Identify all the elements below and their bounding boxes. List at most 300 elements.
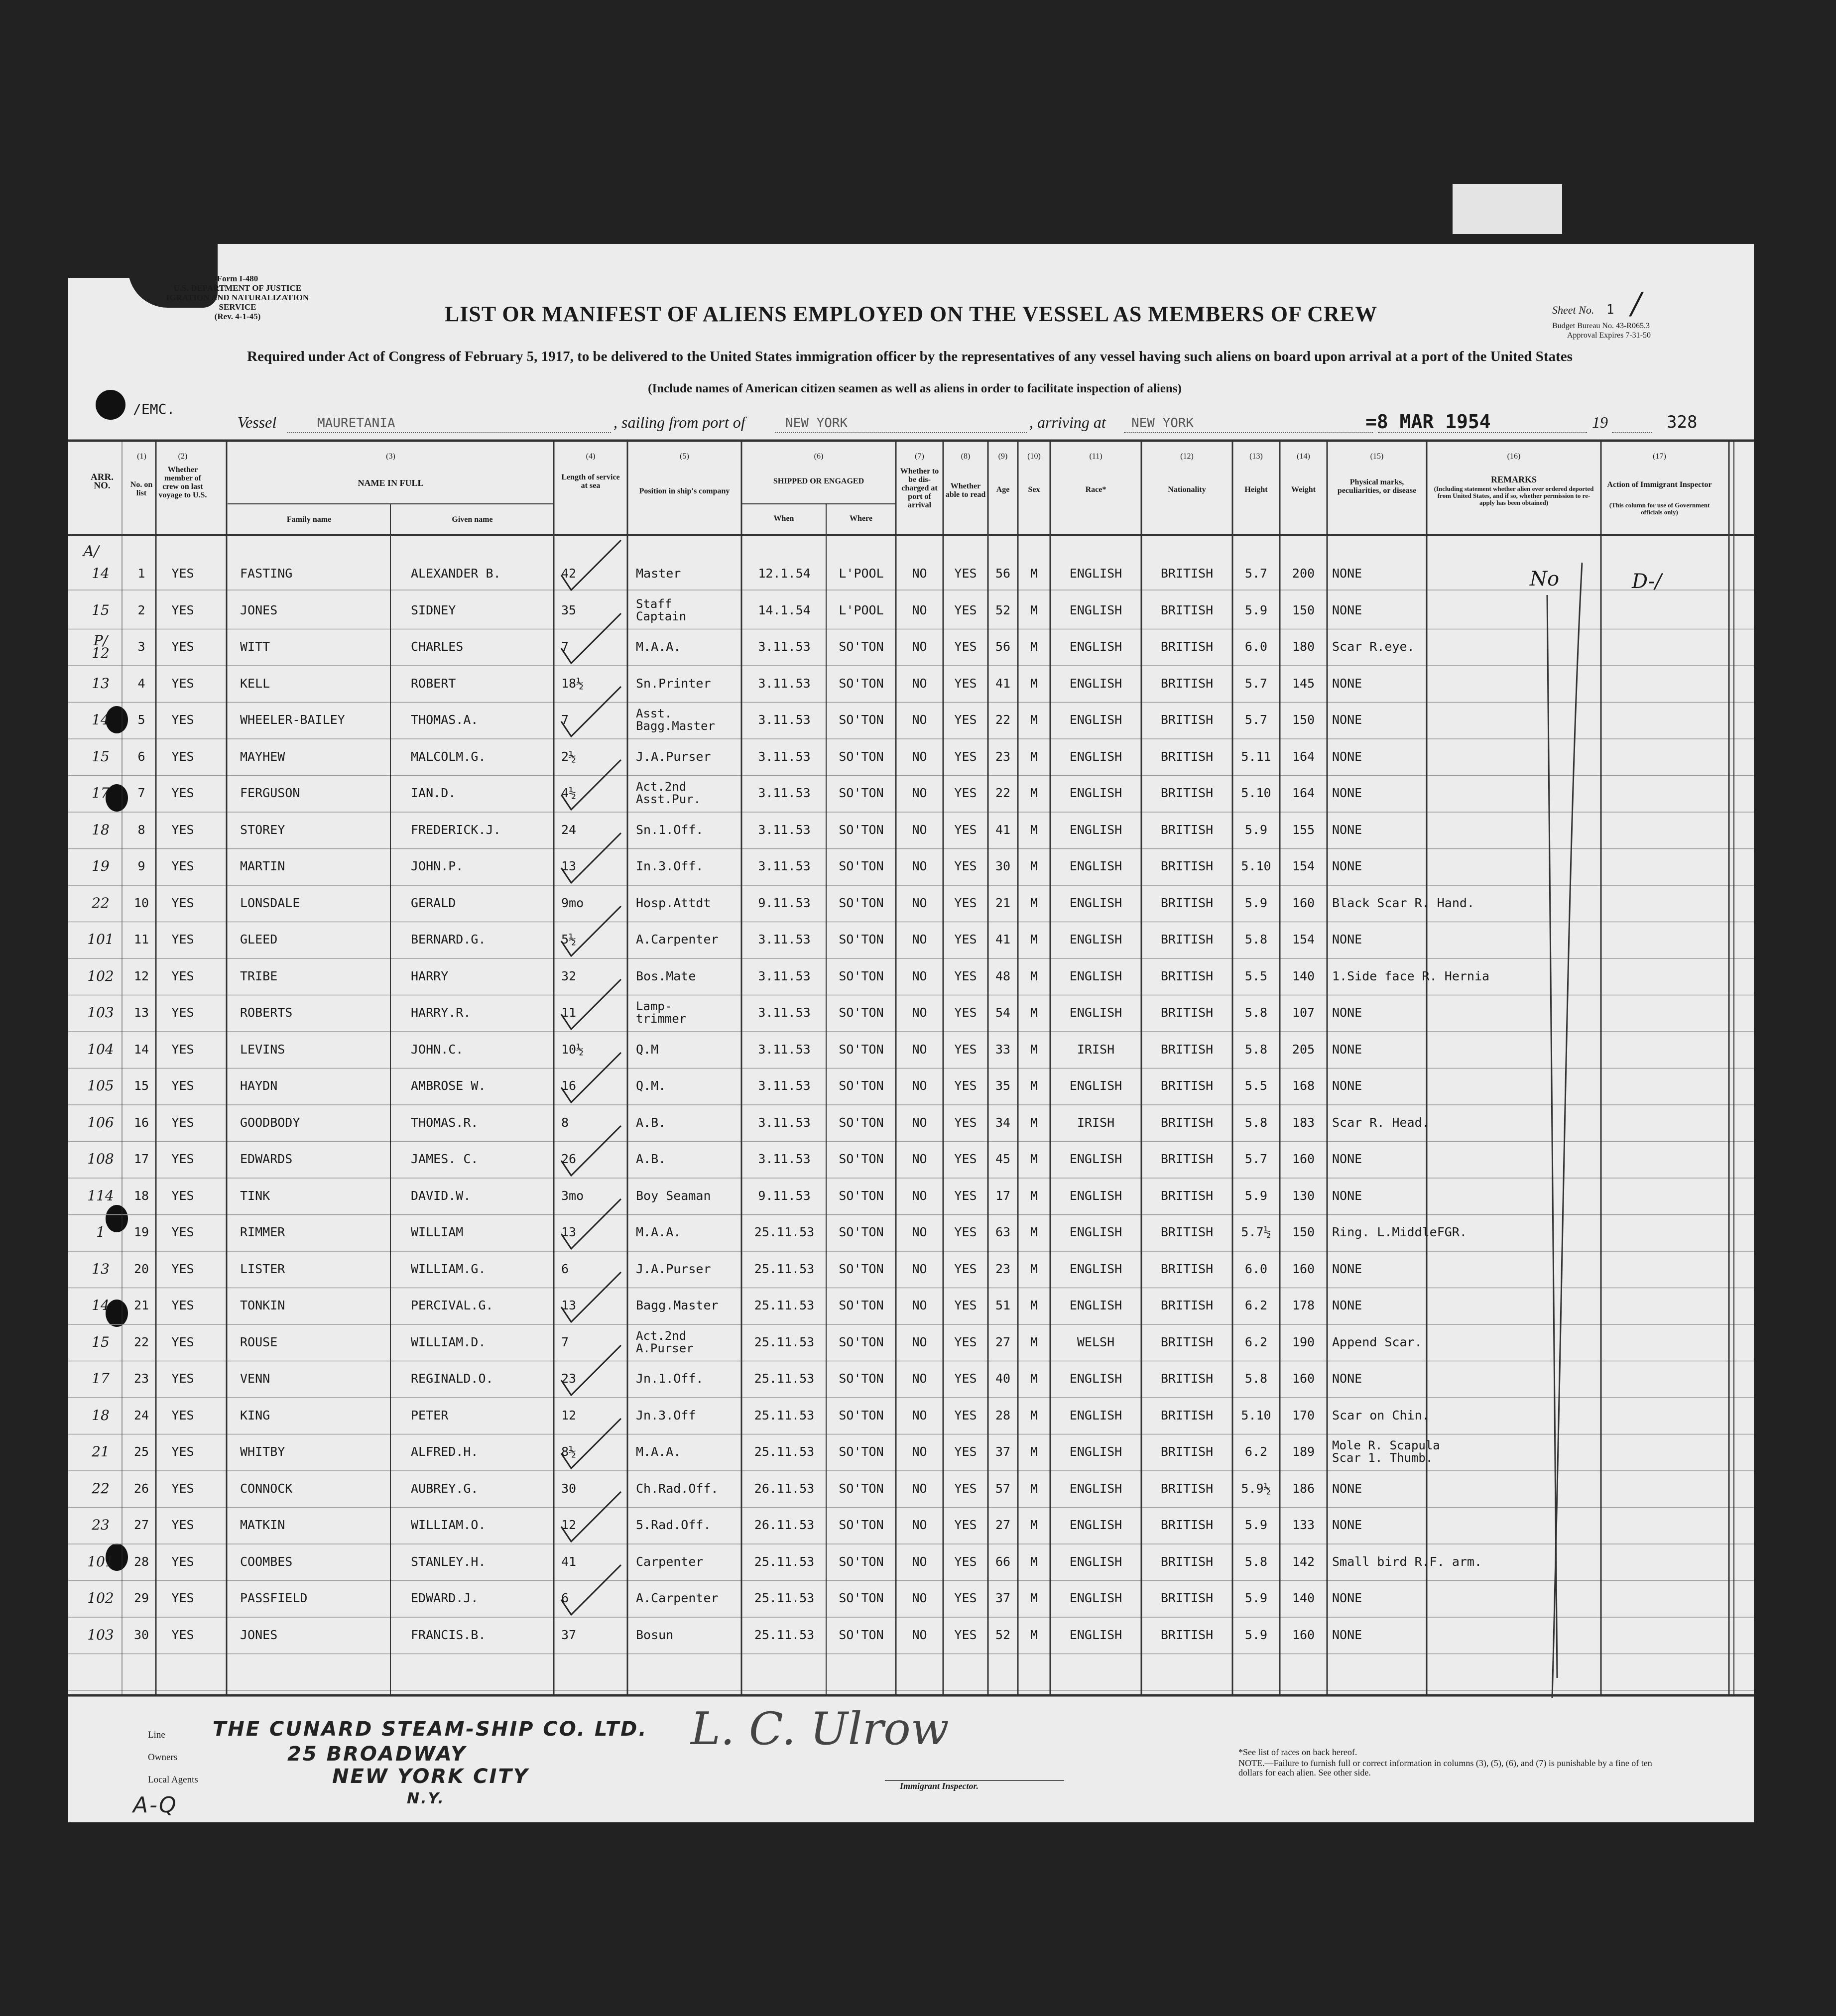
- cell-able-to-read: YES: [954, 895, 977, 910]
- cell-arr-no: 106: [87, 1114, 114, 1131]
- cell-crew-last-voyage: YES: [171, 822, 194, 837]
- cell-race: ENGLISH: [1069, 895, 1122, 910]
- cell-position: Ch.Rad.Off.: [636, 1481, 719, 1496]
- cell-arr-no: 101: [87, 931, 114, 948]
- cell-race: ENGLISH: [1069, 1444, 1122, 1459]
- cell-race: ENGLISH: [1069, 1078, 1122, 1093]
- cell-sex: M: [1030, 1334, 1038, 1349]
- cell-list-no: 30: [133, 1627, 149, 1642]
- cell-list-no: 29: [133, 1591, 149, 1605]
- cell-position: M.A.A.: [636, 1444, 681, 1459]
- cell-age: 34: [995, 1115, 1011, 1130]
- cell-length-of-service: 10½: [561, 1042, 584, 1057]
- cell-height: 6.2: [1244, 1298, 1268, 1312]
- col5-number: (5): [680, 452, 689, 461]
- cell-sex: M: [1030, 566, 1038, 581]
- cell-nationality: BRITISH: [1160, 602, 1214, 617]
- cell-list-no: 16: [133, 1115, 149, 1130]
- table-row: [68, 963, 1754, 999]
- cell-sex: M: [1030, 1152, 1038, 1166]
- col17-number: (17): [1653, 452, 1666, 461]
- cell-able-to-read: YES: [954, 749, 977, 764]
- cell-weight: 200: [1292, 566, 1315, 581]
- form-title: LIST OR MANIFEST OF ALIENS EMPLOYED ON THE VESSEL AS MEMBERS OF CREW: [444, 302, 1378, 326]
- cell-given-name: ROBERT: [411, 676, 456, 691]
- cell-physical-marks: NONE: [1332, 602, 1362, 617]
- form-number: Form I-480: [217, 274, 258, 283]
- cell-nationality: BRITISH: [1160, 566, 1214, 581]
- cell-shipped-where: SO'TON: [839, 749, 884, 764]
- cell-length-of-service: 5½: [561, 932, 577, 947]
- cell-shipped-when: 25.11.53: [754, 1225, 815, 1239]
- cell-height: 5.9: [1244, 1591, 1268, 1605]
- cell-given-name: PETER: [411, 1408, 449, 1423]
- cell-weight: 154: [1292, 932, 1315, 947]
- col-shipped-or-engaged: SHIPPED OR ENGAGED: [773, 477, 864, 485]
- cell-weight: 160: [1292, 1261, 1315, 1276]
- year-label: 19: [1592, 413, 1608, 431]
- cell-sex: M: [1030, 786, 1038, 800]
- cell-list-no: 24: [133, 1408, 149, 1423]
- cell-discharged: NO: [912, 1627, 927, 1642]
- cell-height: 5.5: [1244, 1078, 1268, 1093]
- cell-race: ENGLISH: [1069, 639, 1122, 654]
- cell-sex: M: [1030, 676, 1038, 691]
- cell-nationality: BRITISH: [1160, 1261, 1214, 1276]
- cell-nationality: BRITISH: [1160, 1188, 1214, 1203]
- cell-race: ENGLISH: [1069, 566, 1122, 581]
- cell-family-name: FERGUSON: [240, 786, 300, 800]
- cell-weight: 160: [1292, 1152, 1315, 1166]
- cell-list-no: 13: [133, 1005, 149, 1020]
- manifest-number: 328: [1667, 412, 1698, 432]
- cell-age: 22: [995, 712, 1011, 727]
- cell-age: 41: [995, 822, 1011, 837]
- cell-arr-no: 15: [92, 748, 110, 765]
- cell-family-name: TINK: [240, 1188, 270, 1203]
- cell-height: 5.7: [1244, 1152, 1268, 1166]
- cell-nationality: BRITISH: [1160, 1152, 1214, 1166]
- cell-list-no: 7: [137, 786, 145, 800]
- cell-position: In.3.Off.: [636, 859, 704, 873]
- cell-shipped-when: 25.11.53: [754, 1591, 815, 1605]
- vessel-name: MAURETANIA: [317, 416, 395, 431]
- cell-able-to-read: YES: [954, 566, 977, 581]
- cell-length-of-service: 7: [561, 1334, 569, 1349]
- cell-able-to-read: YES: [954, 786, 977, 800]
- cell-family-name: CONNOCK: [240, 1481, 293, 1496]
- cell-sex: M: [1030, 1115, 1038, 1130]
- table-row: [68, 1622, 1754, 1658]
- footer-line-label: Line: [148, 1730, 165, 1740]
- cell-age: 41: [995, 932, 1011, 947]
- cell-shipped-where: SO'TON: [839, 822, 884, 837]
- cell-list-no: 4: [137, 676, 145, 691]
- cell-physical-marks: Scar on Chin.: [1332, 1408, 1430, 1423]
- cell-discharged: NO: [912, 968, 927, 983]
- cell-age: 41: [995, 676, 1011, 691]
- col-age: Age: [996, 485, 1010, 494]
- cell-discharged: NO: [912, 822, 927, 837]
- cell-arr-no: 13: [92, 1260, 110, 1277]
- table-row: [68, 1548, 1754, 1585]
- cell-family-name: JONES: [240, 1627, 278, 1642]
- cell-age: 56: [995, 639, 1011, 654]
- cell-discharged: NO: [912, 712, 927, 727]
- cell-physical-marks: NONE: [1332, 712, 1362, 727]
- cell-physical-marks: NONE: [1332, 1627, 1362, 1642]
- cell-arr-no: 103: [87, 1004, 114, 1021]
- cell-age: 63: [995, 1225, 1011, 1239]
- cell-arr-no: P/ 12: [92, 632, 110, 661]
- cell-discharged: NO: [912, 676, 927, 691]
- cell-able-to-read: YES: [954, 1225, 977, 1239]
- cell-physical-marks: Scar R. Head.: [1332, 1115, 1430, 1130]
- stamp-code: /EMC.: [133, 401, 175, 417]
- cell-position: Carpenter: [636, 1554, 704, 1569]
- cell-length-of-service: 32: [561, 968, 577, 983]
- cell-family-name: TRIBE: [240, 968, 278, 983]
- cell-arr-no: 103: [87, 1626, 114, 1643]
- cell-list-no: 12: [133, 968, 149, 983]
- cell-height: 6.0: [1244, 639, 1268, 654]
- cell-discharged: NO: [912, 786, 927, 800]
- cell-given-name: JOHN.P.: [411, 859, 464, 873]
- cell-weight: 107: [1292, 1005, 1315, 1020]
- inspector-label: Immigrant Inspector.: [900, 1781, 979, 1791]
- cell-discharged: NO: [912, 1115, 927, 1130]
- cell-race: ENGLISH: [1069, 1261, 1122, 1276]
- cell-list-no: 5: [137, 712, 145, 727]
- cell-shipped-when: 3.11.53: [758, 968, 811, 983]
- cell-discharged: NO: [912, 1334, 927, 1349]
- cell-physical-marks: NONE: [1332, 676, 1362, 691]
- table-row: [68, 1402, 1754, 1438]
- col6-number: (6): [814, 452, 824, 461]
- table-row: [68, 1109, 1754, 1146]
- cell-weight: 140: [1292, 968, 1315, 983]
- cell-position: A.Carpenter: [636, 1591, 719, 1605]
- cell-sex: M: [1030, 1225, 1038, 1239]
- cell-race: ENGLISH: [1069, 676, 1122, 691]
- cell-length-of-service: 11: [561, 1005, 577, 1020]
- col15-number: (15): [1370, 452, 1384, 461]
- cell-weight: 130: [1292, 1188, 1315, 1203]
- cell-height: 5.9: [1244, 602, 1268, 617]
- cell-given-name: STANLEY.H.: [411, 1554, 486, 1569]
- cell-race: WELSH: [1077, 1334, 1115, 1349]
- cell-shipped-where: L'POOL: [839, 602, 884, 617]
- sheet-number: 1: [1606, 302, 1614, 317]
- cell-age: 30: [995, 859, 1011, 873]
- arr-handwritten-top: A/: [83, 543, 99, 560]
- cell-height: 5.8: [1244, 1042, 1268, 1057]
- table-row: [68, 926, 1754, 962]
- cell-shipped-where: SO'TON: [839, 1152, 884, 1166]
- cell-shipped-when: 12.1.54: [758, 566, 811, 581]
- cell-sex: M: [1030, 1408, 1038, 1423]
- cell-sex: M: [1030, 822, 1038, 837]
- col-height: Height: [1244, 485, 1268, 494]
- col-inspector-note: (This column for use of Government officials only): [1609, 501, 1710, 516]
- footer-line-value: THE CUNARD STEAM-SHIP CO. LTD.: [213, 1718, 648, 1741]
- cell-crew-last-voyage: YES: [171, 786, 194, 800]
- cell-height: 6.2: [1244, 1444, 1268, 1459]
- cell-crew-last-voyage: YES: [171, 602, 194, 617]
- cell-physical-marks: Small bird R.F. arm.: [1332, 1554, 1482, 1569]
- cell-length-of-service: 9mo: [561, 895, 584, 910]
- cell-discharged: NO: [912, 1371, 927, 1386]
- cell-list-no: 15: [133, 1078, 149, 1093]
- cell-discharged: NO: [912, 1005, 927, 1020]
- cell-discharged: NO: [912, 895, 927, 910]
- cell-physical-marks: NONE: [1332, 1152, 1362, 1166]
- cell-height: 5.9: [1244, 1188, 1268, 1203]
- cell-nationality: BRITISH: [1160, 676, 1214, 691]
- cell-physical-marks: NONE: [1332, 1078, 1362, 1093]
- cell-position: M.A.A.: [636, 1225, 681, 1239]
- cell-race: ENGLISH: [1069, 786, 1122, 800]
- cell-weight: 145: [1292, 676, 1315, 691]
- cell-height: 5.8: [1244, 1554, 1268, 1569]
- cell-given-name: PERCIVAL.G.: [411, 1298, 493, 1312]
- cell-given-name: MALCOLM.G.: [411, 749, 486, 764]
- table-row: [68, 1072, 1754, 1109]
- cell-arr-no: 21: [92, 1443, 110, 1460]
- cell-nationality: BRITISH: [1160, 1334, 1214, 1349]
- cell-position: Staff Captain: [636, 596, 687, 623]
- cell-nationality: BRITISH: [1160, 1554, 1214, 1569]
- col-discharged: Whether to be dis-charged at port of arrival: [900, 467, 939, 509]
- cell-race: IRISH: [1077, 1115, 1115, 1130]
- cell-sex: M: [1030, 1188, 1038, 1203]
- table-row: [68, 1329, 1754, 1365]
- cell-length-of-service: 13: [561, 1298, 577, 1312]
- cell-discharged: NO: [912, 1444, 927, 1459]
- cell-family-name: EDWARDS: [240, 1152, 293, 1166]
- cell-height: 5.10: [1241, 786, 1271, 800]
- cell-shipped-when: 3.11.53: [758, 1005, 811, 1020]
- cell-given-name: HARRY.R.: [411, 1005, 471, 1020]
- cell-position: J.A.Purser: [636, 1261, 711, 1276]
- cell-height: 5.11: [1241, 749, 1271, 764]
- cell-crew-last-voyage: YES: [171, 859, 194, 873]
- cell-physical-marks: NONE: [1332, 749, 1362, 764]
- cell-age: 22: [995, 786, 1011, 800]
- cell-race: ENGLISH: [1069, 968, 1122, 983]
- table-row: [68, 1256, 1754, 1292]
- cell-height: 5.8: [1244, 1115, 1268, 1130]
- cell-shipped-where: SO'TON: [839, 1225, 884, 1239]
- table-row: [68, 633, 1754, 670]
- cell-crew-last-voyage: YES: [171, 676, 194, 691]
- cell-age: 37: [995, 1444, 1011, 1459]
- cell-shipped-where: SO'TON: [839, 968, 884, 983]
- cell-shipped-where: SO'TON: [839, 786, 884, 800]
- cell-crew-last-voyage: YES: [171, 712, 194, 727]
- cell-sex: M: [1030, 859, 1038, 873]
- table-row: [68, 1475, 1754, 1512]
- revision: (Rev. 4-1-45): [214, 312, 261, 321]
- cell-crew-last-voyage: YES: [171, 1261, 194, 1276]
- cell-list-no: 11: [133, 932, 149, 947]
- cell-sex: M: [1030, 1627, 1038, 1642]
- cell-given-name: WILLIAM.G.: [411, 1261, 486, 1276]
- cell-weight: 150: [1292, 712, 1315, 727]
- cell-shipped-where: SO'TON: [839, 1371, 884, 1386]
- cell-race: ENGLISH: [1069, 749, 1122, 764]
- cell-position: A.Carpenter: [636, 932, 719, 947]
- cell-age: 23: [995, 749, 1011, 764]
- table-row: [68, 597, 1754, 633]
- cell-family-name: COOMBES: [240, 1554, 293, 1569]
- col-able-to-read: Whether able to read: [945, 482, 986, 499]
- inspector-handwritten-action: D-/: [1632, 570, 1662, 593]
- cell-arr-no: 102: [87, 1590, 114, 1606]
- cell-weight: 168: [1292, 1078, 1315, 1093]
- cell-given-name: FRANCIS.B.: [411, 1627, 486, 1642]
- cell-shipped-when: 3.11.53: [758, 1152, 811, 1166]
- cell-shipped-where: SO'TON: [839, 712, 884, 727]
- cell-sex: M: [1030, 968, 1038, 983]
- cell-list-no: 14: [133, 1042, 149, 1057]
- cell-discharged: NO: [912, 859, 927, 873]
- cell-age: 37: [995, 1591, 1011, 1605]
- tape-strip: [1453, 184, 1562, 234]
- cell-sex: M: [1030, 1371, 1038, 1386]
- col9-number: (9): [998, 452, 1008, 461]
- footer-owners-value: 25 BROADWAY: [287, 1743, 467, 1766]
- cell-height: 5.9: [1244, 822, 1268, 837]
- cell-length-of-service: 7: [561, 712, 569, 727]
- cell-shipped-when: 25.11.53: [754, 1444, 815, 1459]
- cell-age: 52: [995, 1627, 1011, 1642]
- cell-length-of-service: 18½: [561, 676, 584, 691]
- cell-shipped-where: L'POOL: [839, 566, 884, 581]
- cell-able-to-read: YES: [954, 1005, 977, 1020]
- inspector-signature: L. C. Ulrow: [691, 1703, 949, 1755]
- cell-shipped-when: 3.11.53: [758, 859, 811, 873]
- cell-race: ENGLISH: [1069, 1554, 1122, 1569]
- sheet-label: Sheet No.: [1552, 304, 1594, 316]
- cell-race: ENGLISH: [1069, 602, 1122, 617]
- footer-owners-label: Owners: [148, 1752, 178, 1763]
- cell-family-name: LISTER: [240, 1261, 285, 1276]
- cell-list-no: 27: [133, 1518, 149, 1532]
- cell-nationality: BRITISH: [1160, 1298, 1214, 1312]
- cell-sex: M: [1030, 895, 1038, 910]
- table-row: [68, 560, 1754, 596]
- cell-crew-last-voyage: YES: [171, 895, 194, 910]
- cell-arr-no: 102: [87, 967, 114, 984]
- cell-shipped-when: 3.11.53: [758, 1115, 811, 1130]
- cell-weight: 150: [1292, 602, 1315, 617]
- cell-weight: 164: [1292, 786, 1315, 800]
- cell-able-to-read: YES: [954, 602, 977, 617]
- cell-crew-last-voyage: YES: [171, 566, 194, 581]
- budget-number: Budget Bureau No. 43-R065.3: [1552, 322, 1650, 330]
- cell-given-name: ALEXANDER B.: [411, 566, 501, 581]
- cell-position: Asst. Bagg.Master: [636, 707, 715, 733]
- cell-family-name: HAYDN: [240, 1078, 278, 1093]
- cell-given-name: AUBREY.G.: [411, 1481, 479, 1496]
- cell-family-name: MARTIN: [240, 859, 285, 873]
- cell-sex: M: [1030, 749, 1038, 764]
- cell-length-of-service: 35: [561, 602, 577, 617]
- cell-length-of-service: 8½: [561, 1444, 577, 1459]
- cell-race: ENGLISH: [1069, 932, 1122, 947]
- col-length-of-service: Length of service at sea: [561, 473, 620, 490]
- cell-height: 6.0: [1244, 1261, 1268, 1276]
- cell-length-of-service: 42: [561, 566, 577, 581]
- cell-length-of-service: 2½: [561, 749, 577, 764]
- cell-shipped-when: 26.11.53: [754, 1518, 815, 1532]
- cell-list-no: 6: [137, 749, 145, 764]
- cell-shipped-when: 25.11.53: [754, 1408, 815, 1423]
- cell-nationality: BRITISH: [1160, 1078, 1214, 1093]
- cell-weight: 164: [1292, 749, 1315, 764]
- cell-age: 33: [995, 1042, 1011, 1057]
- cell-position: Boy Seaman: [636, 1188, 711, 1203]
- cell-physical-marks: 1.Side face R. Hernia: [1332, 968, 1490, 983]
- cell-physical-marks: Black Scar R. Hand.: [1332, 895, 1474, 910]
- cell-weight: 186: [1292, 1481, 1315, 1496]
- arriving-label: , arriving at: [1029, 413, 1106, 431]
- cell-length-of-service: 8: [561, 1115, 569, 1130]
- cell-crew-last-voyage: YES: [171, 1152, 194, 1166]
- col10-number: (10): [1027, 452, 1041, 461]
- cell-arr-no: 17: [92, 785, 110, 801]
- table-row: [68, 1146, 1754, 1182]
- cell-able-to-read: YES: [954, 1627, 977, 1642]
- cell-length-of-service: 37: [561, 1627, 577, 1642]
- cell-arr-no: 14: [92, 1297, 110, 1313]
- cell-position: A.B.: [636, 1115, 666, 1130]
- cell-family-name: ROBERTS: [240, 1005, 293, 1020]
- cell-given-name: WILLIAM.D.: [411, 1334, 486, 1349]
- cell-physical-marks: NONE: [1332, 932, 1362, 947]
- cell-race: ENGLISH: [1069, 1481, 1122, 1496]
- cell-length-of-service: 7: [561, 639, 569, 654]
- cell-able-to-read: YES: [954, 968, 977, 983]
- cell-crew-last-voyage: YES: [171, 1298, 194, 1312]
- cell-shipped-when: 3.11.53: [758, 1042, 811, 1057]
- cell-age: 52: [995, 602, 1011, 617]
- table-row: [68, 999, 1754, 1036]
- cell-list-no: 1: [137, 566, 145, 581]
- table-row: [68, 780, 1754, 816]
- cell-physical-marks: NONE: [1332, 859, 1362, 873]
- cell-race: ENGLISH: [1069, 822, 1122, 837]
- cell-given-name: EDWARD.J.: [411, 1591, 479, 1605]
- cell-shipped-where: SO'TON: [839, 932, 884, 947]
- cell-family-name: TONKIN: [240, 1298, 285, 1312]
- cell-given-name: DAVID.W.: [411, 1188, 471, 1203]
- cell-height: 5.8: [1244, 1005, 1268, 1020]
- cell-discharged: NO: [912, 1481, 927, 1496]
- cell-shipped-where: SO'TON: [839, 639, 884, 654]
- cell-nationality: BRITISH: [1160, 859, 1214, 873]
- cell-nationality: BRITISH: [1160, 749, 1214, 764]
- cell-weight: 189: [1292, 1444, 1315, 1459]
- cell-weight: 160: [1292, 1627, 1315, 1642]
- cell-shipped-where: SO'TON: [839, 1078, 884, 1093]
- table-row: [68, 1292, 1754, 1328]
- cell-length-of-service: 13: [561, 859, 577, 873]
- cell-physical-marks: NONE: [1332, 786, 1362, 800]
- cell-sex: M: [1030, 712, 1038, 727]
- cell-position: A.B.: [636, 1152, 666, 1166]
